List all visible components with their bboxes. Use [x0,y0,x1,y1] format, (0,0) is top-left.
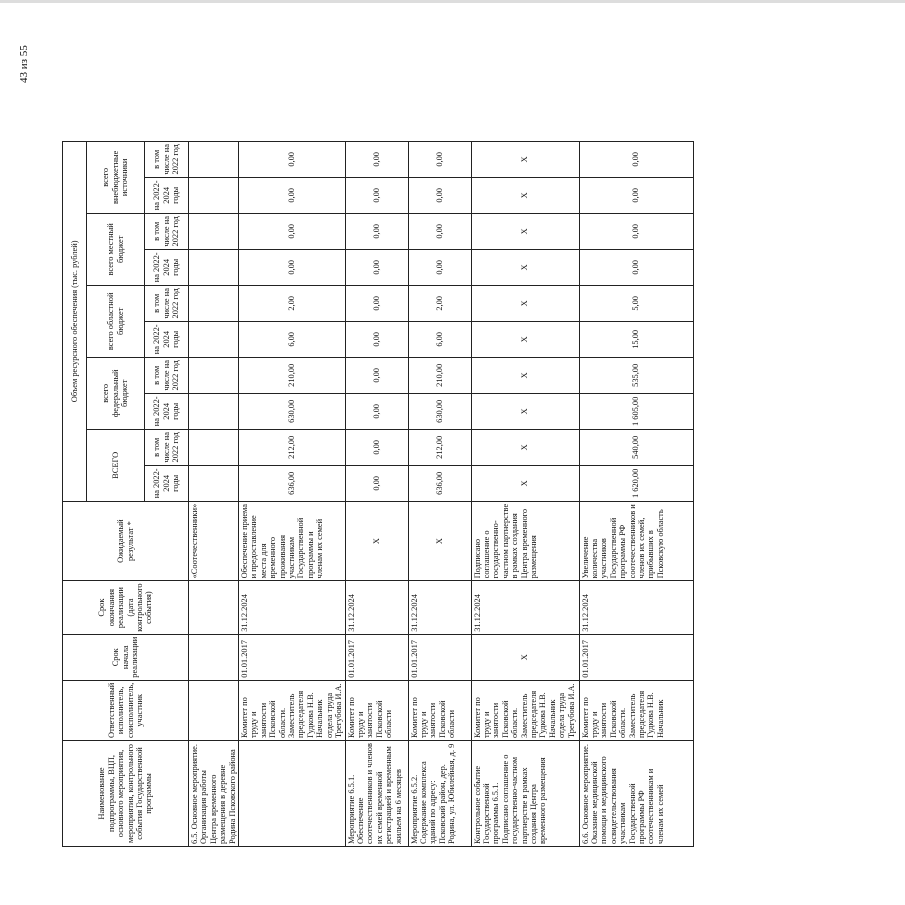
row-end: 31.12.2024 [239,581,345,634]
sub-years: на 2022-2024 годы [145,465,189,501]
row-value: 210,00 [239,357,345,393]
table-row [239,141,345,846]
row-value [189,357,239,393]
row-start: X [471,634,579,680]
row-value: 630,00 [408,393,471,429]
row-value: 212,00 [239,429,345,465]
table-row [345,141,408,846]
sub-2022: в том числе на 2022 год [145,429,189,465]
scan-edge [0,0,905,3]
row-value: 0,00 [579,213,693,249]
row-value: X [471,465,579,501]
sub-years: на 2022-2024 годы [145,321,189,357]
row-start [189,634,239,680]
row-value [189,321,239,357]
row-value: 636,00 [239,465,345,501]
sub-2022: в том числе на 2022 год [145,285,189,321]
row-name: Мероприятие 6.5.2. Содержание комплекса зданий по адресу: Псковский район, дер. Родина, ул. Юбилейная, д. 9 [408,741,471,847]
row-result: Обеспечение приема и предоставление места для временного проживания участникам Государственной программы и членам их семей [239,501,345,581]
row-value: 0,00 [579,141,693,177]
row-value: 636,00 [408,465,471,501]
row-value: 0,00 [345,177,408,213]
row-value [189,285,239,321]
header-row-1 [63,141,87,846]
table-row [408,141,471,846]
row-responsible: Комитет по труду и занятости Псковской области. Заместитель председателя Гудкова Н.В. Начальник отдела труда Трегубова И.А. [239,680,345,740]
row-value: X [471,213,579,249]
row-name: Мероприятие 6.5.1. Обеспечение соотечественников и членов их семей временной регистрацией и временным жильем на 6 месяцев [345,741,408,847]
row-value: 540,00 [579,429,693,465]
row-value: 0,00 [579,177,693,213]
row-value [189,249,239,285]
row-value: 0,00 [345,141,408,177]
row-value [189,465,239,501]
row-value: 0,00 [345,393,408,429]
row-value: 2,00 [239,285,345,321]
sub-years: на 2022-2024 годы [145,249,189,285]
header-result: Ожидаемый результат * [63,501,189,581]
row-result: «Соотечественники» [189,501,239,581]
row-value: 210,00 [408,357,471,393]
header-extra: всего внебюджетные источники [87,141,145,213]
row-value: 212,00 [408,429,471,465]
row-value: X [471,177,579,213]
row-value: 630,00 [239,393,345,429]
header-responsible: Ответственный исполнитель, соисполнитель, участник [63,680,189,740]
row-value: 6,00 [408,321,471,357]
row-responsible: Комитет по труду и занятости Псковской области. Заместитель председателя Гудкова Н.В. Начальник [579,680,693,740]
row-value: 0,00 [345,357,408,393]
row-value: 0,00 [408,177,471,213]
row-end: 31.12.2024 [579,581,693,634]
row-value: 0,00 [345,429,408,465]
row-start: 01.01.2017 [579,634,693,680]
header-start: Срок начала реализации [63,634,189,680]
header-end: Срок окончания реализации (дата контрольного события) [63,581,189,634]
row-value: X [471,429,579,465]
row-value: 0,00 [239,177,345,213]
row-result: X [345,501,408,581]
row-value: X [471,285,579,321]
row-end: 31.12.2024 [408,581,471,634]
header-total: ВСЕГО [87,429,145,501]
row-value: X [471,393,579,429]
sub-years: на 2022-2024 годы [145,177,189,213]
row-value: X [471,321,579,357]
row-value: 2,00 [408,285,471,321]
row-responsible: Комитет по труду и занятости Псковской области [408,680,471,740]
row-value: 6,00 [239,321,345,357]
sub-2022: в том числе на 2022 год [145,213,189,249]
row-value [189,213,239,249]
row-value: 5,00 [579,285,693,321]
row-value: 0,00 [345,249,408,285]
header-resources: Объем ресурсного обеспечения (тыс. рублей) [63,141,87,501]
row-start: 01.01.2017 [345,634,408,680]
row-responsible: Комитет по труду и занятости Псковской области [345,680,408,740]
row-start: 01.01.2017 [408,634,471,680]
row-value: 0,00 [408,213,471,249]
row-value: 1 605,00 [579,393,693,429]
header-regional: всего областной бюджет [87,285,145,357]
row-value: 0,00 [579,249,693,285]
row-value: 0,00 [408,141,471,177]
header-name: Наименование подпрограммы, ВЦП, основного мероприятия, мероприятия, контрольного события Государственной программы [63,741,189,847]
row-value: 0,00 [345,213,408,249]
row-value: 15,00 [579,321,693,357]
row-value: 535,00 [579,357,693,393]
row-value [189,141,239,177]
row-value: 0,00 [408,249,471,285]
page-number: 43 из 55 [18,45,30,83]
row-end: 31.12.2024 [345,581,408,634]
row-end [189,581,239,634]
row-value: X [471,357,579,393]
row-end: 31.12.2024 [471,581,579,634]
sub-years: на 2022-2024 годы [145,393,189,429]
row-value [189,177,239,213]
row-start: 01.01.2017 [239,634,345,680]
row-value: X [471,249,579,285]
header-federal: всего федеральный бюджет [87,357,145,429]
row-name [239,741,345,847]
row-responsible: Комитет по труду и занятости Псковской области. Заместитель председателя Гудкова Н.В. Начальник отдела труда Трегубова И.А. [471,680,579,740]
table-row [579,141,693,846]
sub-2022: в том числе на 2022 год [145,357,189,393]
row-value [189,393,239,429]
row-result: Подписано соглашение о государственно-частном партнерстве в рамках создания Центра временного размещения [471,501,579,581]
row-value: 0,00 [239,249,345,285]
row-value: X [471,141,579,177]
table-row [189,141,239,846]
row-name: 6.5. Основное мероприятие. Организация работы Центра временного размещения в деревне Родина Псковского района [189,741,239,847]
row-value: 0,00 [345,321,408,357]
table-row [471,141,579,846]
row-value: 0,00 [345,465,408,501]
row-value: 0,00 [345,285,408,321]
row-name: 6.6. Основное мероприятие. Оказание медицинской помощи и медицинского освидетельствования участникам Государственной программы РФ соотечественникам и членам их семей [579,741,693,847]
resource-table [62,141,694,847]
row-value: 0,00 [239,213,345,249]
row-result: X [408,501,471,581]
row-name: Контрольное событие Государственной программы 6.5.1. Подписано соглашение о государственно-частном партнерстве в рамках создания Центра временного размещения [471,741,579,847]
row-value: 1 620,00 [579,465,693,501]
sub-2022: в том числе на 2022 год [145,141,189,177]
row-result: Увеличение количества участников Государственной программы РФ соотечественников и членов их семей, прибывших в Псковскую область [579,501,693,581]
row-value: 0,00 [239,141,345,177]
header-local: всего местный бюджет [87,213,145,285]
row-value [189,429,239,465]
row-responsible [189,680,239,740]
